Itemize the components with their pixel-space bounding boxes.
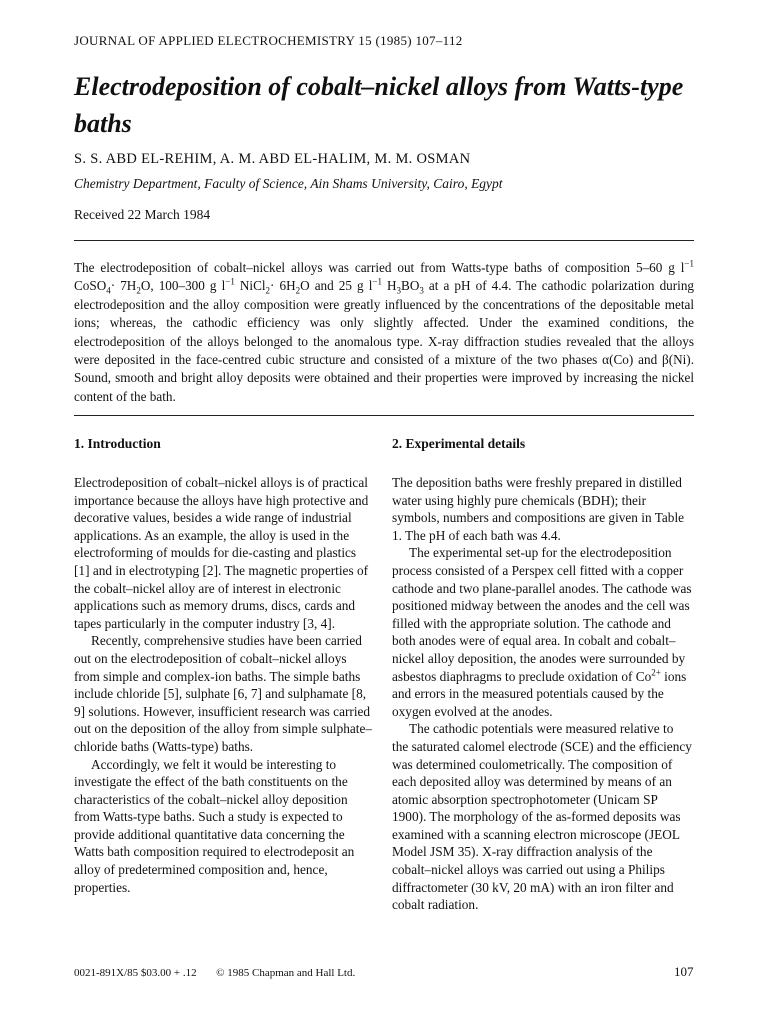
abstract-text: at a pH of 4.4. The cathodic polarization during electrodeposition and the alloy composition were greatly influenced by the concentrations of the depositable metal ions; whereas, the cathodic efficiency was only slightly affected. Under the examined conditions, the electrodeposition of the alloys belonged to the anomalous type. X-ray diffraction studies revealed that the alloys were deposited in the face-centred cubic structure and consisted of a mixture of the two phases α(Co) and β(Ni). Sound, smooth and bright alloy deposits were obtained and their properties were improved by increasing the nickel content of the bath. <box>74 278 695 404</box>
abstract-text: NiCl <box>234 278 266 294</box>
experimental-paragraph: The deposition baths were freshly prepared in distilled water using highly pure chemicals (BDH); their symbols, numbers and compositions are given in Table 1. The pH of each bath was 4.4. <box>392 475 685 543</box>
intro-paragraph: Electrodeposition of cobalt–nickel alloys is of practical importance because the alloys have high protective and decorative values, besides a wide range of industrial applications. As an example, the alloy is used in the electroforming of moulds for die-casting and plastics [1] and in electrotyping [2]. The magnetic properties of the cobalt–nickel alloy are of interest in electronic applications such as memory drums, discs, cards and tapes particularly in the computer industry [3, 4]. <box>74 475 369 631</box>
copyright-notice: © 1985 Chapman and Hall Ltd. <box>216 967 356 979</box>
abstract-subscript: 3 <box>396 286 402 297</box>
abstract-text: O and 25 g l <box>300 278 373 294</box>
journal-header: JOURNAL OF APPLIED ELECTROCHEMISTRY 15 (1985) 107–112 <box>74 33 463 48</box>
column-left <box>74 436 374 896</box>
experimental-paragraph-tail: ions and errors in the measured potentials caused by the oxygen evolved at the anodes. <box>392 668 687 719</box>
received-date: Received 22 March 1984 <box>74 207 211 222</box>
column-right <box>392 436 692 914</box>
section-heading-introduction: 1. Introduction <box>74 436 161 451</box>
abstract-text: CoSO <box>74 278 107 294</box>
abstract-superscript: −1 <box>684 258 694 269</box>
section-heading-experimental: 2. Experimental details <box>392 436 526 451</box>
abstract-text: The electrodeposition of cobalt–nickel alloys was carried out from Watts-type baths of composition 5–60 g l <box>74 260 685 275</box>
experimental-paragraph-text: The experimental set-up for the electrodeposition process consisted of a Perspex cell fitted with a copper cathode and two plane-parallel anodes. The cathode was positioned midway between the anodes and the cell was filled with the appropriate solution. The cathode and both anodes were of equal area. In cobalt and cobalt–nickel alloy deposition, the anodes were surrounded by asbestos diaphragms to preclude oxidation of Co <box>392 545 692 684</box>
abstract-superscript: −1 <box>372 277 382 288</box>
intro-paragraph: Accordingly, we felt it would be interesting to investigate the effect of the bath constituents on the characteristics of the cobalt–nickel alloy deposition from Watts-type baths. Such a study is expected to provide additional quantitative data concerning the Watts bath composition required to electrodeposit an alloy of predetermined composition and, hence, properties. <box>74 756 355 895</box>
abstract-superscript: −1 <box>225 277 235 288</box>
abstract-subscript: 3 <box>419 286 424 297</box>
issn-price: 0021-891X/85 $03.00 + .12 <box>74 967 197 979</box>
author-list: S. S. ABD EL-REHIM, A. M. ABD EL-HALIM, M. M. OSMAN <box>74 151 471 167</box>
abstract-subscript: 2 <box>265 286 271 297</box>
paper-title: Electrodeposition of cobalt–nickel alloys from Watts-type baths <box>74 72 684 138</box>
experimental-paragraph: The cathodic potentials were measured relative to the saturated calomel electrode (SCE) and the efficiency was determined coulometrically. The composition of each deposited alloy was determined by means of an atomic absorption spectrophotometer (Unicam SP 1900). The morphology of the as-formed deposits was examined with a scanning electron microscope (JEOL Model JSM 35). X-ray diffraction analysis of the cobalt–nickel alloys was carried out using a Philips diffractometer (30 kV, 20 mA) with an iron filter and cobalt radiation. <box>392 721 692 913</box>
experimental-paragraph <box>392 544 692 720</box>
abstract-subscript: 4 <box>106 286 111 297</box>
abstract-text: BO <box>401 278 420 294</box>
top-divider <box>74 240 694 241</box>
abstract-subscript: 2 <box>136 286 141 297</box>
abstract-subscript: 2 <box>295 286 301 297</box>
footer-citation <box>74 967 355 979</box>
abstract-text: · 7H <box>110 278 137 294</box>
abstract-text: · 6H <box>270 278 296 294</box>
affiliation: Chemistry Department, Faculty of Science, Ain Shams University, Cairo, Egypt <box>74 176 503 191</box>
abstract <box>74 259 694 406</box>
bottom-divider <box>74 415 694 416</box>
page-number: 107 <box>674 964 694 979</box>
ion-charge-superscript: 2+ <box>651 667 661 678</box>
abstract-text: H <box>381 278 397 294</box>
intro-paragraph: Recently, comprehensive studies have been carried out on the electrodeposition of cobalt–nickel alloys from simple and complex-ion baths. The simple baths include chloride [5], sulphate [6, 7] and sulphamate [8, 9] solutions. However, insufficient research was carried out on the deposition of the alloy from simple sulphate–chloride baths (Watts-type) baths. <box>74 633 373 754</box>
abstract-text: O, 100–300 g l <box>140 278 226 294</box>
